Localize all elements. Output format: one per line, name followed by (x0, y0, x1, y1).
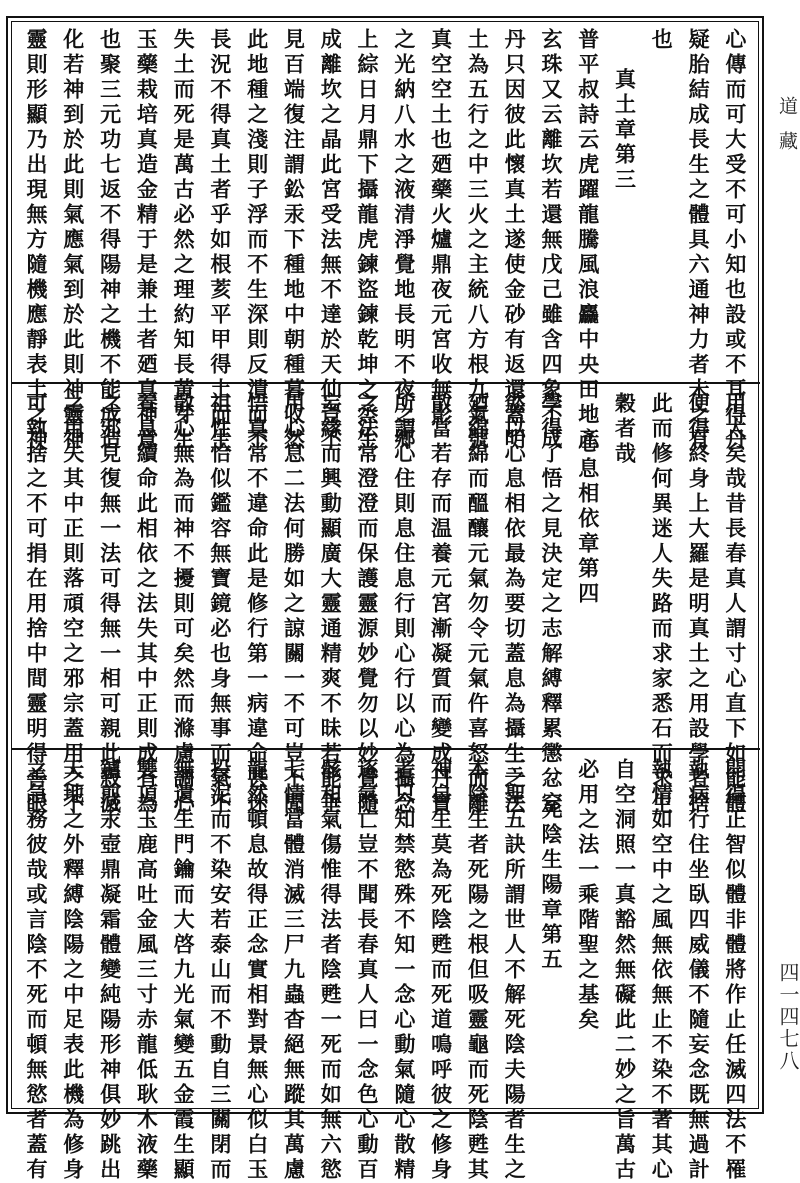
panel-middle (12, 382, 760, 817)
text-column: 靈則形顯乃出現無方隨機應靜表土之神 (24, 28, 49, 453)
text-column: 散當若存而温養元宮漸凝質而變成丹寶 (428, 392, 454, 817)
text-column: 也聚三元功七返不得陽神之機不能成造 (97, 28, 123, 453)
text-column: 本陰生者死陽之根但吸靈龜而死陰甦其 (465, 758, 491, 1183)
text-column: 無遺生門鑰而大啓九光氣變五金霞生顯 (171, 758, 197, 1183)
text-column: 用大矣哉昔長春真人謂寸心直下如能體 (722, 392, 748, 817)
text-column: 之法常澄澄而保護靈源妙覺勿以妙覺隨 (355, 392, 381, 817)
text-column: 執情如空中之風無依無止不染不著其心 (649, 758, 675, 1183)
text-column: 三聖五訣所謂世人不解死陰夫陽者生之 (502, 758, 528, 1183)
text-column: 妄緣而興動顯廣大靈通精爽不昧若能垂 (318, 392, 344, 817)
text-column: 此地種之淺則子浮而不生深則反潰而不 (244, 28, 270, 453)
text-column: 祖性恰似鑑容無寶鏡必也身無事而氣不 (207, 392, 233, 817)
text-column: 之用失其中正則落頑空之邪宗蓋用之不 (60, 392, 86, 817)
text-column: 散心無為而神不擾則可矣然而滌慮調心 (171, 392, 197, 817)
text-column: 養息續命此相依之法失其中正則成有為 (134, 392, 160, 817)
text-column: 見百端復注謂鈆汞下種地中朝種暮收然 (281, 28, 307, 453)
chapter-title: 死陰生陽章第五 (538, 798, 564, 973)
text-column: 必用之法一乘階聖之基矣 (575, 758, 601, 1033)
text-column: 自空洞照一真豁然無礙此二妙之旨萬古 (612, 758, 638, 1183)
text-columns (12, 384, 760, 817)
panel-bottom (12, 748, 760, 1183)
text-column: 成離坎之晶此宮受法無不達於天仙豈不 (318, 28, 344, 453)
text-column: 執病行住坐臥四威儀不隨妄念既無過計 (686, 758, 712, 1183)
text-column: 骸和氣傷惟得法者陰甦一死而如無六慾 (318, 758, 344, 1183)
text-column: 上綜日月鼎下攝龍虎鍊盜鍊乾坤之烝生 (355, 28, 381, 453)
text-column: 失土而死是萬古必然之理約知長黃芽生 (171, 28, 197, 453)
text-column: 玄珠又云離坎若還無戊己雖含四象不成 (538, 28, 564, 453)
text-column: 龍然頓息故得正念實相對景無心似白玉 (244, 758, 270, 1183)
text-column: 普平叔詩云虎躍龍騰風浪麤中央田地產 (575, 28, 601, 453)
text-columns (12, 750, 760, 1183)
text-column: 所謂心住則息住息行則心行以心為攝念 (391, 392, 417, 817)
text-column: 用心息二法何勝如之諒關一不可豈不聞 (281, 392, 307, 817)
text-column: 逐氣亡豈不聞長春真人曰一念色心動百 (355, 758, 381, 1183)
text-column: 可執捨之不可捐在用捨中間靈明得善眼 (24, 392, 49, 817)
text-column: 慾以心息相依最為要切蓋息為攝生之法 (502, 392, 528, 817)
text-column: 此而修何異迷人失路而求家悉石而求生 (649, 392, 675, 817)
text-column: 神自生莫為死陰甦而死道鳴呼彼之修身 (428, 758, 454, 1183)
text-column: 廼綿綿而醞釀元氣勿令元氣仵喜怒而離 (465, 392, 491, 817)
text-column: 之急務彼哉或言陰不死而頓無慾者蓋有 (24, 758, 49, 1183)
text-column: 真空空土也廼藥火爐鼎夜元宮收無影 (428, 28, 454, 428)
text-column: 長況不得真土者乎如根荄平甲得土而生 (207, 28, 233, 453)
text-column: 之光納八水之液清淨覺地長明不夜之鄉 (391, 28, 417, 453)
text-column: 天地之外釋縛陰陽之中足表此機為修身 (60, 758, 86, 1183)
text-column: 學得了悟之見決定之志解縛釋累懲忿窒 (538, 392, 564, 817)
text-column: 者只知禁慾殊不知一念心動氣隨心散精 (391, 758, 417, 1183)
chapter-title: 心息相依章第四 (575, 432, 601, 607)
text-column: 之邪見復無一法可得無一相可親此寂滅 (97, 392, 123, 817)
text-column: 鑪煎汞壺鼎凝霜體變純陽形神俱妙跳出 (97, 758, 123, 1183)
text-column: 化若神到於此則氣應氣到於此則神靈神 (60, 28, 86, 453)
chapter-title: 真土章第三 (612, 68, 638, 193)
text-column: 悟真常不違命此是修行第一病違命甚迷 (244, 392, 270, 817)
text-column: 丹只因彼此懷真土遂使金砂有返還蓋明 (502, 28, 528, 453)
text-column: 雙頂玉鹿高吐金風三寸赤龍低耿木液藥 (134, 758, 160, 1183)
text-column: 七情當體消滅三尸九蟲杳絕無蹤其萬慮 (281, 758, 307, 1183)
collection-label: 道藏 (776, 96, 798, 166)
text-column: 也 (649, 28, 675, 53)
text-column: 穀者哉 (612, 392, 638, 467)
page-number: 四一四七八 (776, 962, 800, 1072)
text-column: 便得終身上大羅是明真土之用設學者捨 (686, 392, 712, 817)
text-column: 心傳而可大受不可小知也設或不耳得丹 (722, 28, 748, 453)
text-column: 土為五行之中三火之主統八方根九氣號 (465, 28, 491, 453)
text-column: 投泥而不染安若泰山而不動自三關閉而 (207, 758, 233, 1183)
text-column: 玉藥栽培真造金精于是兼土者廼真神意 (134, 28, 160, 453)
right-margin (768, 0, 800, 1128)
text-column: 疑胎結成長生之體具六通神力者未之有 (686, 28, 712, 453)
text-column: 開得正智似體非體將作止任滅四法不罹 (722, 758, 748, 1183)
